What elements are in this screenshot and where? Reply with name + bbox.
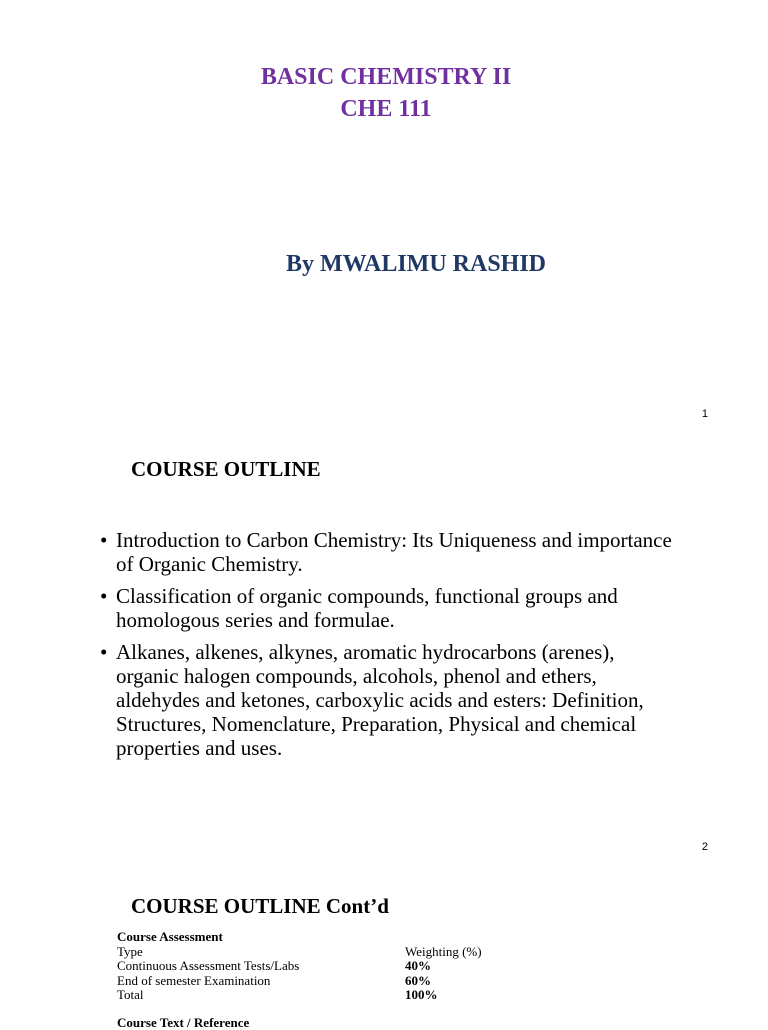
table-cell-weight: 100% — [405, 987, 438, 1003]
assessment-heading: Course Assessment — [117, 929, 223, 944]
bullet-marker: • — [100, 528, 108, 552]
bullet-marker: • — [100, 584, 108, 608]
list-item-text: Alkanes, alkenes, alkynes, aromatic hydrocarbons (arenes), organic halogen compounds, alcohols, phenol and ethers, aldehydes and ketones, carboxylic acids and esters: Definition, Structures, Nomenclature, Preparation, Physical and chemical properties and uses. — [116, 640, 644, 760]
table-row — [117, 988, 517, 1003]
course-code: CHE 111 — [340, 96, 432, 122]
list-item — [100, 640, 680, 760]
slide-heading: COURSE OUTLINE — [131, 457, 321, 481]
table-cell-weight: 60% — [405, 972, 431, 988]
course-outline-list — [100, 528, 680, 768]
table-row — [117, 945, 517, 960]
table-cell-type: Continuous Assessment Tests/Labs — [117, 958, 300, 974]
table-cell-type: Total — [117, 987, 144, 1003]
author-line: By MWALIMU RASHID — [285, 251, 546, 277]
table-cell-weight: 40% — [405, 958, 431, 974]
page-number: 2 — [701, 841, 708, 853]
table-cell-weight: Weighting (%) — [405, 943, 482, 959]
list-item — [100, 528, 680, 576]
table-cell-type: Type — [117, 943, 143, 959]
references-heading: Course Text / Reference — [117, 1015, 250, 1030]
list-item — [100, 584, 680, 632]
list-item-text: Classification of organic compounds, functional groups and homologous series and formulae. — [116, 584, 618, 632]
page-number: 1 — [701, 408, 708, 420]
table-row — [117, 959, 517, 974]
assessment-table — [117, 930, 517, 1003]
course-title: BASIC CHEMISTRY II — [260, 64, 512, 90]
table-cell-type: End of semester Examination — [117, 972, 271, 988]
slide-heading: COURSE OUTLINE Cont’d — [131, 894, 389, 918]
list-item-text: Introduction to Carbon Chemistry: Its Uniqueness and importance of Organic Chemistry. — [116, 528, 672, 576]
table-row — [117, 974, 517, 989]
bullet-marker: • — [100, 640, 108, 664]
